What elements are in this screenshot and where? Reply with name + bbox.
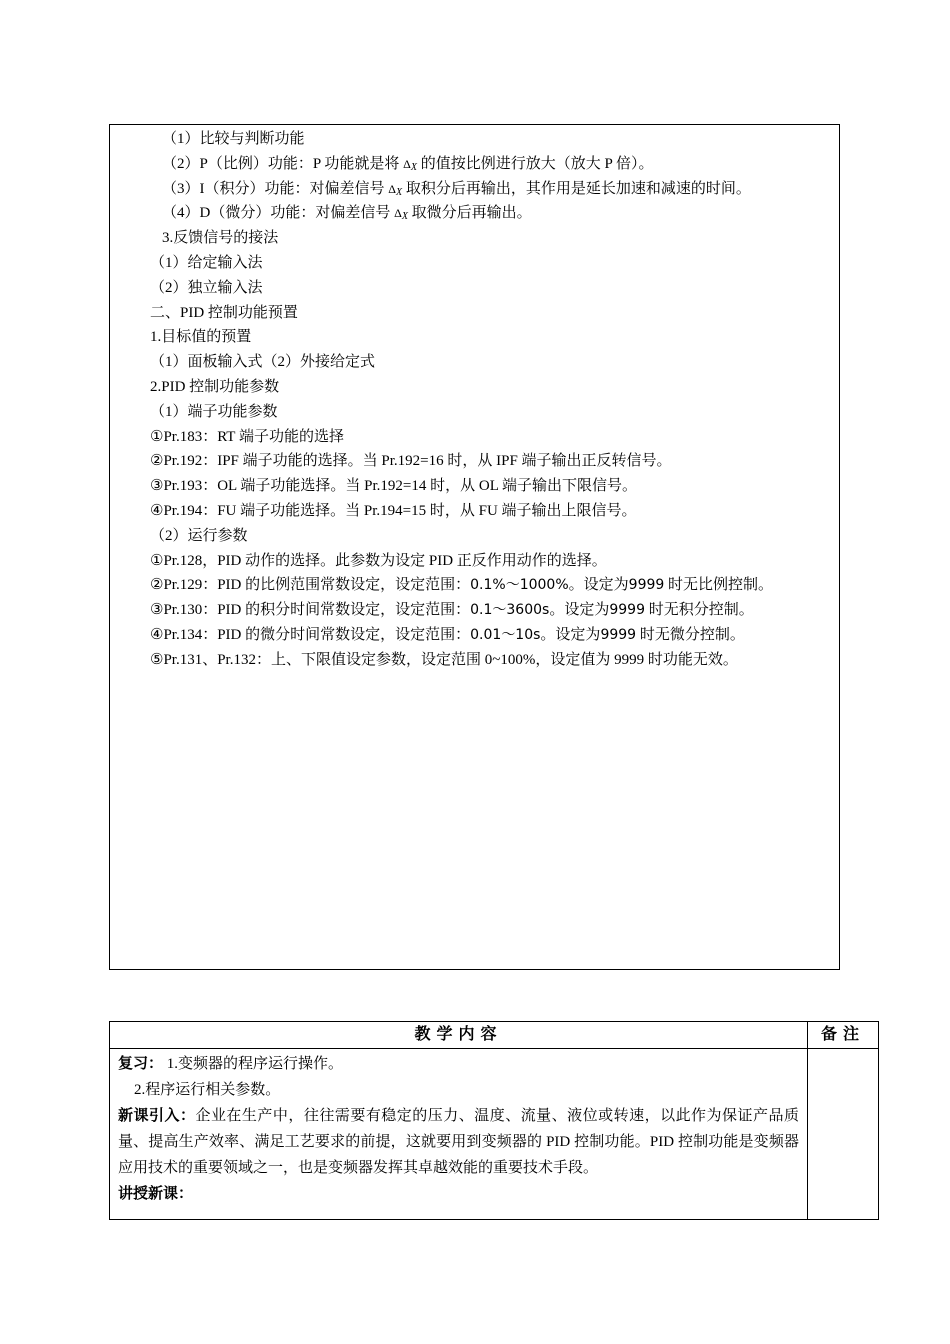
text-line [150, 598, 773, 623]
text-line: ②Pr.192：IPF 端子功能的选择。当 Pr.192=16 时，从 IPF 端子输出正反转信号。 [150, 453, 672, 470]
review-line [118, 1051, 799, 1077]
text-span: 9999 [628, 577, 665, 594]
delta-symbol: Δ [403, 156, 411, 171]
teaching-table [109, 1021, 879, 1220]
delta-symbol: Δ [388, 181, 396, 196]
delta-symbol: Δ [394, 206, 402, 221]
text-span: ④Pr.134：PID 的微分时间常数设定，设定范围： [150, 626, 471, 643]
text-line: ③Pr.193：OL 端子功能选择。当 Pr.192=14 时，从 OL 端子输出下限信号。 [150, 478, 638, 495]
text-line: （1）端子功能参数 [150, 403, 278, 420]
header-content: 教学内容 [110, 1022, 808, 1049]
text-span: 0.01～10s [470, 626, 541, 643]
text-line: ①Pr.183：RT 端子功能的选择 [150, 428, 344, 445]
text-line [150, 573, 773, 598]
text-span: 取积分后再输出，其作用是延长加速和减速的时间。 [405, 180, 751, 197]
text-line [150, 177, 773, 202]
table-header-row [110, 1022, 879, 1049]
text-line: （1）比较与判断功能 [162, 131, 305, 147]
text-span: 时无微分控制。 [639, 626, 745, 643]
text-span: （3）I（积分）功能：对偏差信号 [162, 180, 385, 197]
review-item-2: 2.程序运行相关参数。 [134, 1082, 281, 1098]
text-span: ③Pr.130：PID 的积分时间常数设定，设定范围： [150, 602, 471, 619]
text-span: 0.1%～1000% [470, 577, 569, 594]
text-span: 的值按比例进行放大（放大 P 倍）。 [420, 155, 654, 172]
text-line [150, 623, 773, 648]
review-label: 复习： [118, 1056, 164, 1072]
text-line: 1.目标值的预置 [150, 329, 252, 346]
text-line: ⑤Pr.131、Pr.132：上、下限值设定参数，设定范围 0~100%，设定值为 9999 时功能无效。 [150, 651, 738, 668]
text-span: 。设定为 [549, 602, 610, 619]
text-line: 3.反馈信号的接法 [162, 230, 279, 247]
text-span: 9999 [609, 602, 645, 619]
text-line: （2）运行参数 [150, 527, 248, 544]
table-body-row [110, 1049, 879, 1220]
text-span: ②Pr.129：PID 的比例范围常数设定，设定范围： [150, 577, 471, 594]
delta-subscript: X [401, 211, 408, 223]
content-lines [150, 127, 773, 673]
review-item-1: 1.变频器的程序运行操作。 [166, 1056, 344, 1072]
text-line: ④Pr.194：FU 端子功能选择。当 Pr.194=15 时，从 FU 端子输出上限信号。 [150, 502, 637, 519]
intro-label: 新课引入： [118, 1108, 196, 1124]
text-line: （2）独立输入法 [150, 279, 263, 296]
text-span: 9999 [600, 626, 637, 643]
delta-subscript: X [410, 161, 417, 173]
text-span: （2）P（比例）功能：P 功能就是将 [162, 155, 400, 172]
text-span: 时无积分控制。 [648, 602, 754, 619]
content-cell [110, 1049, 808, 1220]
text-span: 0.1～3600s [470, 602, 550, 619]
intro-paragraph [118, 1103, 799, 1181]
text-line: ①Pr.128，PID 动作的选择。此参数为设定 PID 正反作用动作的选择。 [150, 552, 607, 569]
lecture-label: 讲授新课： [118, 1186, 194, 1202]
text-line: （1）面板输入式（2）外接给定式 [150, 354, 376, 371]
text-span: 。设定为 [540, 626, 601, 643]
text-line: （1）给定输入法 [150, 254, 263, 271]
text-line: 2.PID 控制功能参数 [150, 378, 280, 395]
text-line [150, 152, 773, 177]
text-span: 取微分后再输出。 [411, 205, 532, 222]
text-line: 二、PID 控制功能预置 [150, 304, 298, 321]
text-span: 。设定为 [568, 577, 629, 594]
text-line [150, 201, 773, 226]
text-span: 时无比例控制。 [668, 577, 774, 594]
delta-subscript: X [395, 186, 403, 198]
content-box [109, 124, 840, 970]
header-note: 备注 [808, 1022, 879, 1049]
text-span: （4）D（微分）功能：对偏差信号 [162, 205, 391, 222]
intro-text: 企业在生产中，往往需要有稳定的压力、温度、流量、液位或转速，以此作为保证产品质量、提高生产效率、满足工艺要求的前提，这就要用到变频器的 PID 控制功能。PID 控制功能是变频器应用技术的重要领域之一，也是变频器发挥其卓越效能的重要技术手段。 [118, 1108, 799, 1176]
note-cell [808, 1049, 879, 1220]
